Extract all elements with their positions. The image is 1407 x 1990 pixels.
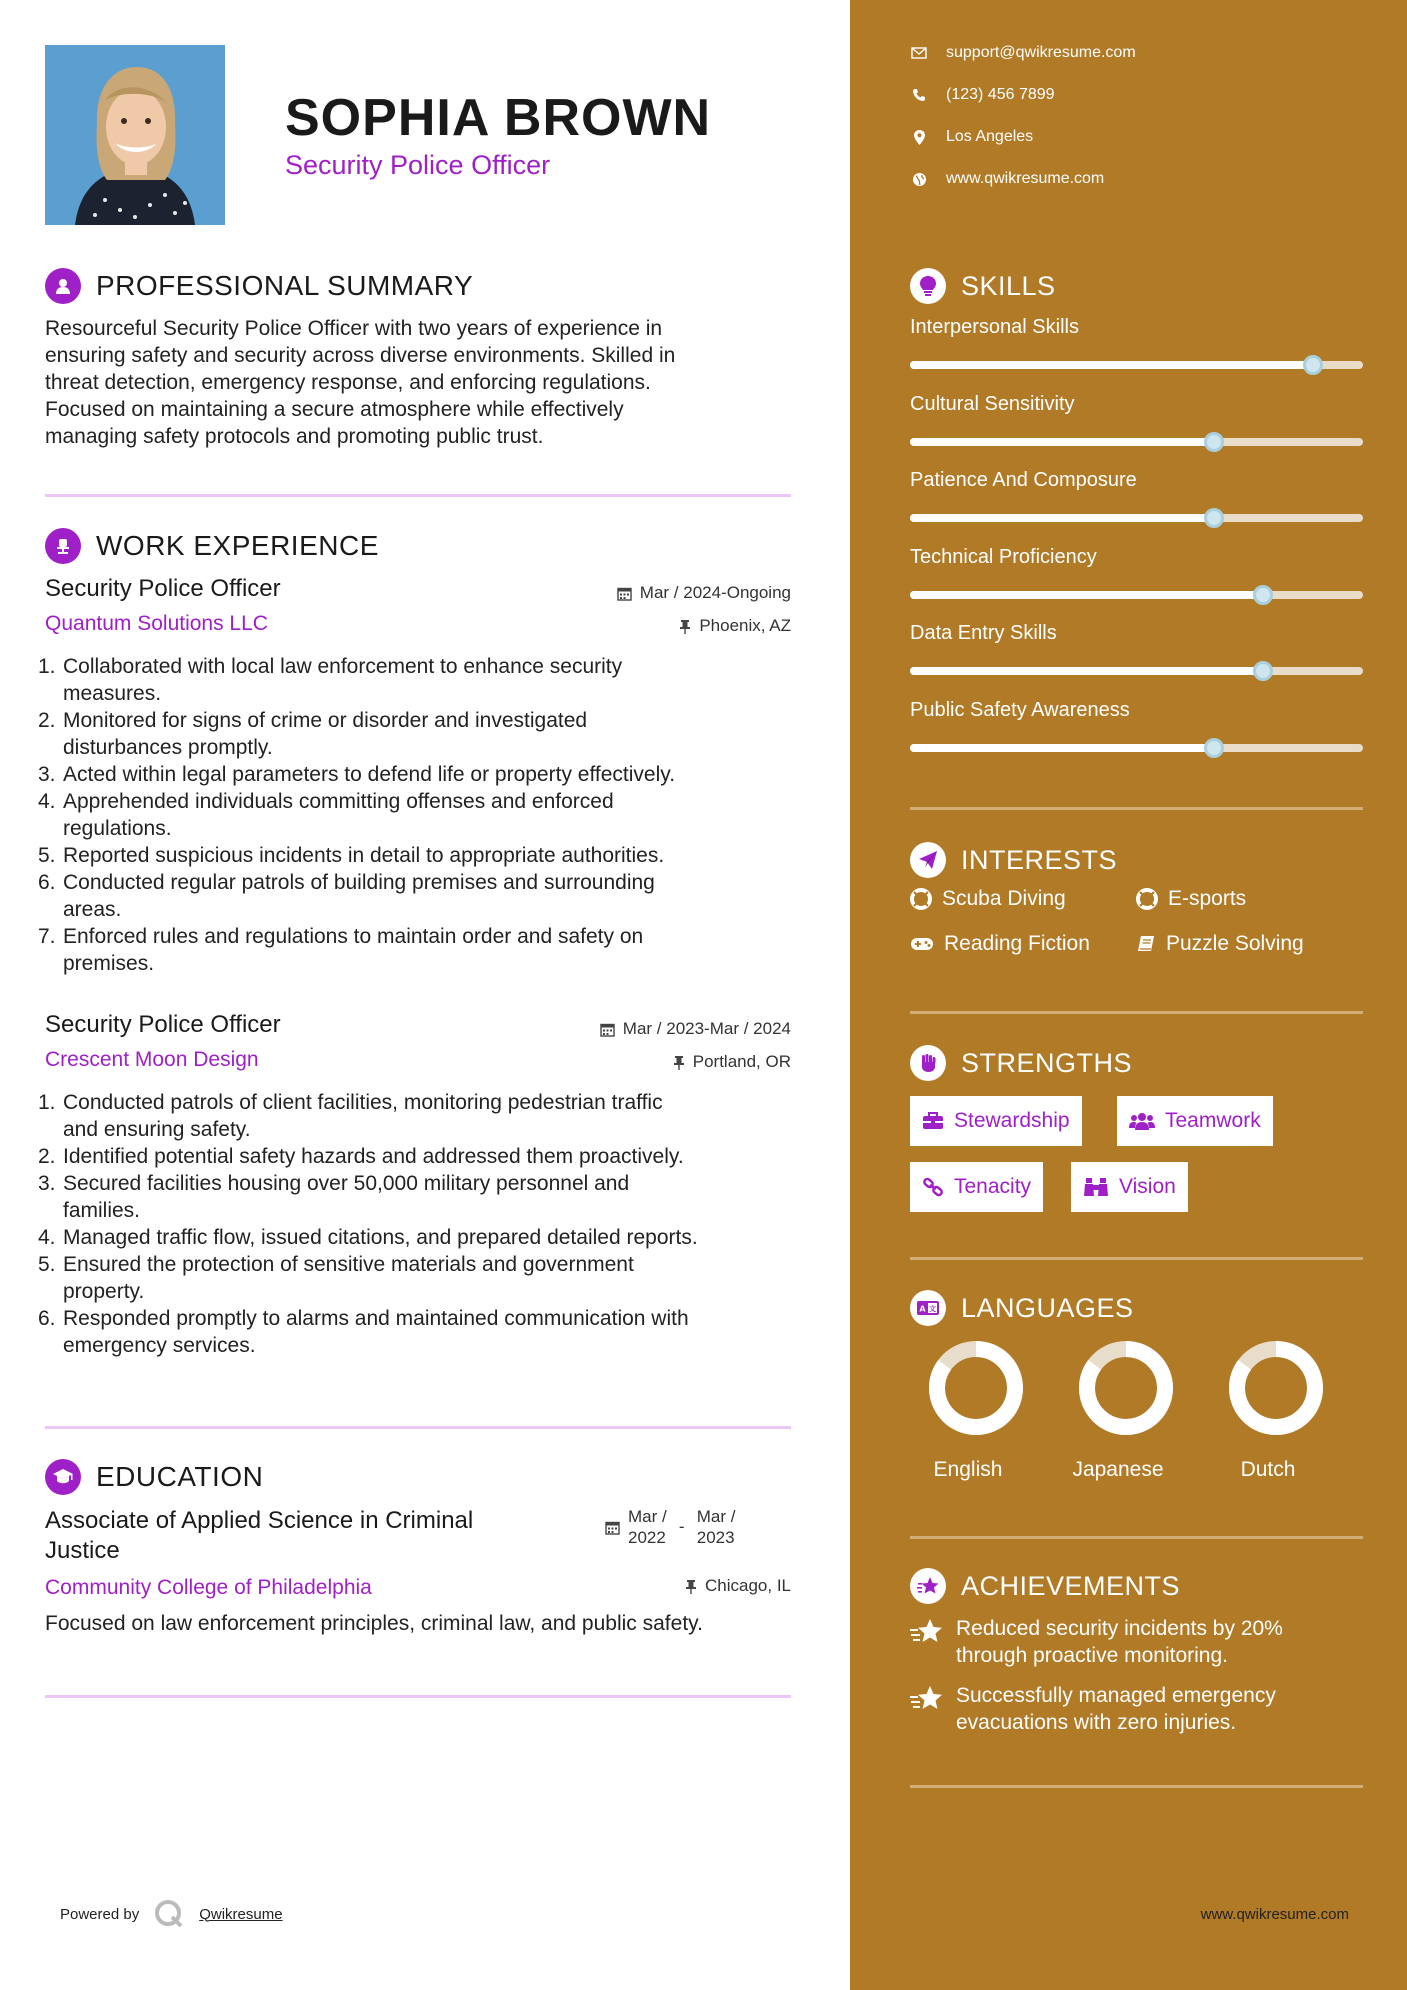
- fist-icon: [910, 1045, 946, 1081]
- contact-website-text: www.qwikresume.com: [946, 170, 1105, 187]
- degree-title: [45, 1506, 473, 1566]
- calendar-icon: [617, 586, 632, 601]
- job-date-text: Mar / 2024-Ongoing: [639, 583, 791, 602]
- degree-line: Justice: [45, 1537, 120, 1564]
- language-label: Japanese: [1072, 1458, 1164, 1481]
- list-item: 4. Managed traffic flow, issued citations, and prepared detailed reports.: [38, 1226, 698, 1249]
- job-location: [673, 1052, 791, 1072]
- skill-bar: [910, 591, 1363, 599]
- skill-bar-fill: [910, 667, 1263, 675]
- profile-photo: [45, 45, 225, 225]
- contact-phone[interactable]: [910, 86, 1055, 104]
- star-badge-icon: [910, 1568, 946, 1604]
- contact-website[interactable]: [910, 170, 1104, 188]
- list-item: 3. Acted within legal parameters to defend life or property effectively.: [38, 763, 676, 786]
- contact-phone-text: (123) 456 7899: [946, 86, 1055, 103]
- list-item: 5. Ensured the protection of sensitive materials and government property.: [38, 1253, 634, 1303]
- education-location: [685, 1576, 791, 1596]
- gamepad-icon: [910, 936, 934, 952]
- strength-item: [910, 1162, 1043, 1212]
- skill-label: Interpersonal Skills: [910, 316, 1079, 338]
- strength-label: Tenacity: [954, 1175, 1032, 1198]
- map-pin-icon: [910, 128, 928, 146]
- skill-bar-fill: [910, 438, 1214, 446]
- lifebuoy-icon: [1136, 888, 1158, 910]
- skill-bar-fill: [910, 361, 1313, 369]
- strength-label: Vision: [1119, 1175, 1176, 1198]
- sidebar: [850, 0, 1407, 1990]
- sidebar-divider: [910, 1785, 1363, 1788]
- shooting-star-icon: [910, 1684, 944, 1714]
- graduation-cap-icon: [45, 1459, 81, 1495]
- list-item: 3. Secured facilities housing over 50,000 military personnel and families.: [38, 1172, 630, 1222]
- summary-line: managing safety protocols and promoting public trust.: [45, 425, 544, 448]
- summary-text: [45, 315, 795, 450]
- list-item: 7. Enforced rules and regulations to maintain order and safety on premises.: [38, 925, 644, 975]
- powered-by-text: Powered by: [60, 1905, 140, 1923]
- shooting-star-icon: [910, 1617, 944, 1647]
- skill-label: Public Safety Awareness: [910, 698, 1130, 721]
- strength-label: Teamwork: [1165, 1109, 1261, 1132]
- section-divider: [45, 1695, 791, 1698]
- strength-item: [1117, 1096, 1273, 1146]
- skill-bar-fill: [910, 514, 1214, 522]
- list-item: 6. Conducted regular patrols of building premises and surrounding areas.: [38, 871, 655, 921]
- skill-bar-fill: [910, 591, 1263, 599]
- achievements-title: ACHIEVEMENTS: [961, 1570, 1181, 1601]
- sidebar-divider: [910, 807, 1363, 810]
- skill-level-knob: [1204, 432, 1224, 452]
- education-heading: [45, 1459, 263, 1495]
- language-donut: [1228, 1340, 1324, 1436]
- svg-text:A: A: [919, 1304, 926, 1314]
- translate-icon: [910, 1290, 946, 1326]
- skill-bar: [910, 361, 1363, 369]
- binoculars-icon: [1083, 1176, 1109, 1198]
- footer-website-link[interactable]: www.qwikresume.com: [1200, 1906, 1349, 1923]
- strength-label: Stewardship: [954, 1109, 1070, 1132]
- skill-level-knob: [1204, 738, 1224, 758]
- job-title: Security Police Officer: [45, 1011, 281, 1038]
- education-location-text: Chicago, IL: [705, 1576, 791, 1595]
- interest-item: [1136, 932, 1304, 956]
- company-name: Crescent Moon Design: [45, 1048, 259, 1071]
- summary-heading: [45, 268, 473, 304]
- book-icon: [1136, 934, 1156, 954]
- strengths-heading: [910, 1045, 1132, 1081]
- list-item: 2. Monitored for signs of crime or disorder and investigated disturbances promptly.: [38, 709, 588, 759]
- interests-heading: [910, 842, 1117, 878]
- skill-level-knob: [1253, 585, 1273, 605]
- sidebar-divider: [910, 1536, 1363, 1539]
- job-location-text: Phoenix, AZ: [699, 616, 791, 635]
- section-divider: [45, 494, 791, 497]
- calendar-icon: [600, 1022, 615, 1037]
- interest-item: [1136, 887, 1246, 911]
- briefcase-icon: [922, 1111, 944, 1131]
- summary-title: PROFESSIONAL SUMMARY: [96, 270, 474, 301]
- interest-label: Puzzle Solving: [1166, 932, 1304, 955]
- education-start: Mar / 2022: [628, 1507, 667, 1547]
- chair-icon: [45, 528, 81, 564]
- skill-bar: [910, 438, 1363, 446]
- sidebar-divider: [910, 1257, 1363, 1260]
- skill-label: Patience And Composure: [910, 469, 1137, 491]
- school-name: Community College of Philadelphia: [45, 1576, 372, 1599]
- strengths-title: STRENGTHS: [961, 1047, 1133, 1078]
- qwikresume-logo-icon: [153, 1898, 185, 1930]
- strength-item: [910, 1096, 1082, 1146]
- job-date-text: Mar / 2023-Mar / 2024: [622, 1019, 791, 1038]
- skill-bar-fill: [910, 744, 1214, 752]
- interest-item: [910, 932, 1090, 956]
- job-location: [679, 616, 791, 636]
- list-item: 1. Collaborated with local law enforcement to enhance security measures.: [38, 655, 623, 705]
- job-location-text: Portland, OR: [692, 1052, 791, 1071]
- achievement-item: Reduced security incidents by 20% through proactive monitoring.: [910, 1615, 1360, 1669]
- skill-level-knob: [1253, 661, 1273, 681]
- skill-label: Data Entry Skills: [910, 622, 1057, 644]
- language-donut: [1078, 1340, 1174, 1436]
- list-item: 2. Identified potential safety hazards and addressed them proactively.: [38, 1145, 684, 1168]
- interest-label: Scuba Diving: [942, 887, 1066, 910]
- strength-item: [1071, 1162, 1188, 1212]
- section-divider: [45, 1426, 791, 1429]
- interests-title: INTERESTS: [961, 844, 1118, 875]
- contact-email-text: support@qwikresume.com: [946, 44, 1136, 61]
- education-dates: [605, 1506, 735, 1548]
- skill-bar: [910, 514, 1363, 522]
- summary-line: Resourceful Security Police Officer with two years of experience in: [45, 317, 663, 340]
- skill-bar: [910, 667, 1363, 675]
- language-label: English: [933, 1458, 1003, 1481]
- language-label: Dutch: [1240, 1458, 1296, 1481]
- job-date: [600, 1019, 791, 1039]
- duty-list: [38, 1089, 798, 1359]
- contact-email[interactable]: [910, 44, 1136, 62]
- contact-location-text: Los Angeles: [946, 128, 1034, 145]
- footer-powered: [60, 1898, 283, 1930]
- list-item: 1. Conducted patrols of client facilities, monitoring pedestrian traffic and ensuring safety.: [38, 1091, 663, 1141]
- achievement-item: Successfully managed emergency evacuations with zero injuries.: [910, 1682, 1360, 1736]
- list-item: 6. Responded promptly to alarms and maintained communication with emergency services.: [38, 1307, 689, 1357]
- contact-location: [910, 128, 1033, 146]
- svg-text:文: 文: [929, 1305, 936, 1313]
- education-end: Mar / 2023: [696, 1507, 736, 1547]
- candidate-name: SOPHIA BROWN: [285, 89, 712, 147]
- user-icon: [45, 268, 81, 304]
- lifebuoy-icon: [910, 888, 932, 910]
- skill-bar: [910, 744, 1363, 752]
- achievements-heading: [910, 1568, 1180, 1604]
- education-description: Focused on law enforcement principles, criminal law, and public safety.: [45, 1612, 703, 1635]
- summary-line: ensuring safety and security across diverse environments. Skilled in: [45, 344, 676, 367]
- pin-icon: [679, 619, 691, 634]
- phone-icon: [910, 86, 928, 104]
- interest-item: [910, 887, 1066, 911]
- skill-label: Technical Proficiency: [910, 545, 1097, 568]
- degree-line: Associate of Applied Science in Criminal: [45, 1507, 474, 1534]
- skills-heading: [910, 268, 1056, 304]
- language-ring: [1066, 1340, 1186, 1441]
- experience-title: WORK EXPERIENCE: [96, 530, 379, 561]
- language-donut: [928, 1340, 1024, 1436]
- education-title: EDUCATION: [96, 1461, 264, 1492]
- list-item: 5. Reported suspicious incidents in detail to appropriate authorities.: [38, 844, 665, 867]
- job-title: Security Police Officer: [45, 575, 281, 602]
- interest-label: E-sports: [1168, 887, 1247, 910]
- date-separator: -: [678, 1517, 685, 1536]
- users-icon: [1129, 1111, 1155, 1131]
- list-item: 4. Apprehended individuals committing offenses and enforced regulations.: [38, 790, 614, 840]
- interest-label: Reading Fiction: [944, 932, 1090, 955]
- summary-line: threat detection, emergency response, and enforcing regulations.: [45, 371, 651, 394]
- job-date: [617, 583, 791, 603]
- languages-title: LANGUAGES: [961, 1292, 1134, 1323]
- language-ring: [1216, 1340, 1336, 1441]
- sidebar-divider: [910, 1011, 1363, 1014]
- calendar-icon: [605, 1520, 620, 1535]
- experience-heading: [45, 528, 379, 564]
- skill-level-knob: [1204, 508, 1224, 528]
- candidate-title: Security Police Officer: [285, 150, 551, 180]
- envelope-icon: [910, 44, 928, 62]
- summary-line: Focused on maintaining a secure atmosphere while effectively: [45, 398, 624, 421]
- skill-label: Cultural Sensitivity: [910, 392, 1075, 415]
- duty-list: [38, 653, 798, 977]
- languages-heading: [910, 1290, 1134, 1326]
- company-name: Quantum Solutions LLC: [45, 612, 268, 635]
- paper-plane-icon: [910, 842, 946, 878]
- globe-icon: [910, 170, 928, 188]
- language-ring: [916, 1340, 1036, 1441]
- lightbulb-icon: [910, 268, 946, 304]
- link-icon: [922, 1176, 944, 1198]
- pin-icon: [685, 1579, 697, 1594]
- skill-level-knob: [1303, 355, 1323, 375]
- skills-title: SKILLS: [961, 270, 1056, 301]
- pin-icon: [673, 1055, 685, 1070]
- qwikresume-link[interactable]: Qwikresume: [199, 1905, 283, 1923]
